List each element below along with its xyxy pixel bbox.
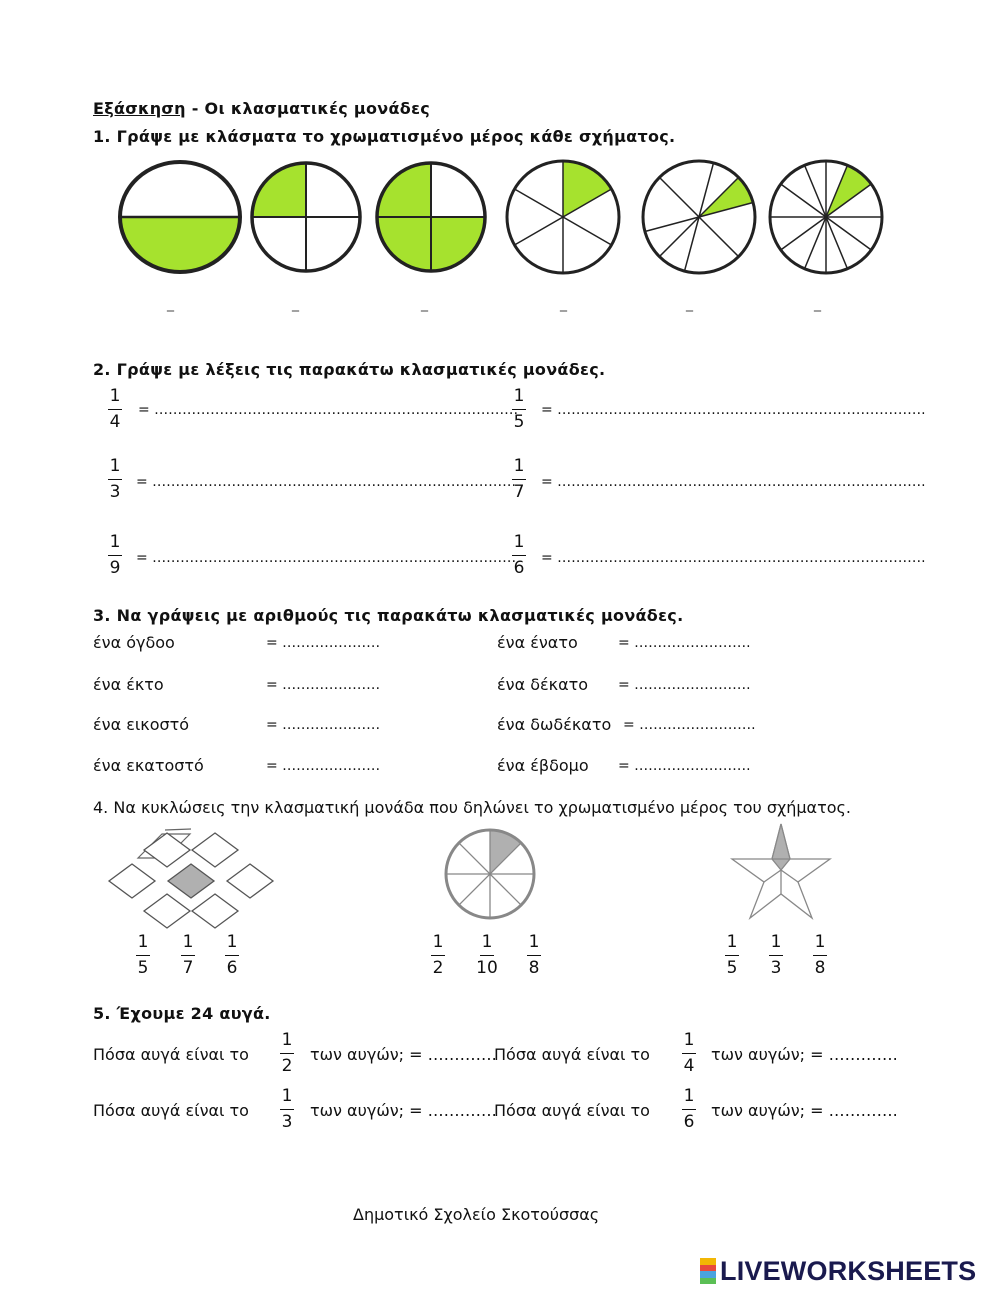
q1-heading: 1. Γράψε με κλάσματα το χρωματισμένο μέρος κάθε σχήματος. xyxy=(93,127,676,146)
q1-blank-4[interactable]: _ xyxy=(560,296,567,312)
q1-blank-3[interactable]: _ xyxy=(421,296,428,312)
q1-blank-6[interactable]: _ xyxy=(814,296,821,312)
q2-answer-line-1[interactable]: = …………………………………………………………………… xyxy=(138,402,519,418)
q4-choice-1-1[interactable]: 1 5 xyxy=(137,932,149,978)
q3-blank-3[interactable]: = ………………… xyxy=(266,717,381,733)
q5-suffix-2[interactable]: των αυγών; = …………. xyxy=(711,1045,898,1064)
q3-blank-8[interactable]: = ……………………. xyxy=(618,758,751,774)
circle-half xyxy=(120,162,240,272)
q3-label-3: ένα εικοστό xyxy=(93,715,190,734)
q3-blank-5[interactable]: = ……………………. xyxy=(618,635,751,651)
circle-tenths xyxy=(770,161,882,273)
gray-star xyxy=(726,820,866,920)
q2-answer-line-2[interactable]: = ……………………………………………………………………. xyxy=(541,402,926,418)
q5-prefix-3: Πόσα αυγά είναι το xyxy=(93,1101,249,1120)
q4-choice-1-2[interactable]: 1 7 xyxy=(182,932,194,978)
q1-blank-5[interactable]: _ xyxy=(686,296,693,312)
q3-label-2: ένα έκτο xyxy=(93,675,164,694)
q5-prefix-4: Πόσα αυγά είναι το xyxy=(494,1101,650,1120)
q2-answer-line-5[interactable]: = …………………………………………………………………… xyxy=(136,550,517,566)
q3-label-7: ένα δωδέκατο xyxy=(497,715,612,734)
q2-fraction-6: 1 6 xyxy=(513,532,525,578)
worksheet-title xyxy=(93,99,430,118)
logo-mark-icon xyxy=(700,1258,716,1284)
diamond-pattern xyxy=(108,830,288,920)
q3-blank-4[interactable]: = ………………… xyxy=(266,758,381,774)
q3-label-8: ένα έβδομο xyxy=(497,756,589,775)
q3-blank-6[interactable]: = ……………………. xyxy=(618,677,751,693)
q4-choice-3-3[interactable]: 1 8 xyxy=(814,932,826,978)
q2-heading: 2. Γράψε με λέξεις τις παρακάτω κλασματικές μονάδες. xyxy=(93,360,606,379)
q5-prefix-1: Πόσα αυγά είναι το xyxy=(93,1045,249,1064)
q4-choice-1-3[interactable]: 1 6 xyxy=(226,932,238,978)
q4-choice-3-2[interactable]: 1 3 xyxy=(770,932,782,978)
school-name: Δημοτικό Σχολείο Σκοτούσσας xyxy=(353,1205,600,1224)
circle-quarter xyxy=(252,163,360,271)
q5-heading: 5. Έχουμε 24 αυγά. xyxy=(93,1004,271,1023)
q3-label-1: ένα όγδοο xyxy=(93,633,175,652)
q3-label-4: ένα εκατοστό xyxy=(93,756,204,775)
q4-choice-2-3[interactable]: 1 8 xyxy=(528,932,540,978)
q5-suffix-4[interactable]: των αυγών; = …………. xyxy=(711,1101,898,1120)
circle-eighths xyxy=(643,161,755,273)
circle-sixths xyxy=(507,161,619,273)
q4-choice-2-2[interactable]: 1 10 xyxy=(476,932,498,978)
q2-fraction-5: 1 9 xyxy=(109,532,121,578)
q3-blank-1[interactable]: = ………………… xyxy=(266,635,381,651)
q2-fraction-4: 1 7 xyxy=(513,456,525,502)
q2-fraction-1: 1 4 xyxy=(109,386,121,432)
q2-answer-line-3[interactable]: = …………………………………………………………………… xyxy=(136,474,517,490)
q3-label-5: ένα ένατο xyxy=(497,633,578,652)
circle-three-quarters xyxy=(377,163,485,271)
liveworksheets-logo xyxy=(700,1256,976,1286)
logo-text: LIVEWORKSHEETS xyxy=(720,1255,977,1286)
gray-circle-eighths xyxy=(436,828,556,928)
q1-blank-2[interactable]: _ xyxy=(292,296,299,312)
q5-prefix-2: Πόσα αυγά είναι το xyxy=(494,1045,650,1064)
q3-label-6: ένα δέκατο xyxy=(497,675,589,694)
q5-fraction-4: 1 6 xyxy=(683,1086,695,1132)
q2-fraction-2: 1 5 xyxy=(513,386,525,432)
q3-heading: 3. Να γράψεις με αριθμούς τις παρακάτω κλασματικές μονάδες. xyxy=(93,606,684,625)
q5-suffix-3[interactable]: των αυγών; = …………. xyxy=(310,1101,497,1120)
q2-answer-line-4[interactable]: = ……………………………………………………………………. xyxy=(541,474,926,490)
q4-heading: 4. Να κυκλώσεις την κλασματική μονάδα που δηλώνει το χρωματισμένο μέρος του σχήματος. xyxy=(93,798,851,817)
q5-fraction-1: 1 2 xyxy=(281,1030,293,1076)
q5-suffix-1[interactable]: των αυγών; = …………. xyxy=(310,1045,497,1064)
q2-fraction-3: 1 3 xyxy=(109,456,121,502)
q2-answer-line-6[interactable]: = ……………………………………………………………………. xyxy=(541,550,926,566)
q3-blank-2[interactable]: = ………………… xyxy=(266,677,381,693)
q5-fraction-3: 1 3 xyxy=(281,1086,293,1132)
title-underlined: Εξάσκηση xyxy=(93,99,186,118)
q5-fraction-2: 1 4 xyxy=(683,1030,695,1076)
q1-circles xyxy=(0,160,1000,320)
q3-blank-7[interactable]: = ……………………. xyxy=(623,717,756,733)
q4-choice-2-1[interactable]: 1 2 xyxy=(432,932,444,978)
title-rest: - Οι κλασματικές μονάδες xyxy=(185,99,431,118)
q1-blank-1[interactable]: _ xyxy=(167,296,174,312)
q4-choice-3-1[interactable]: 1 5 xyxy=(726,932,738,978)
